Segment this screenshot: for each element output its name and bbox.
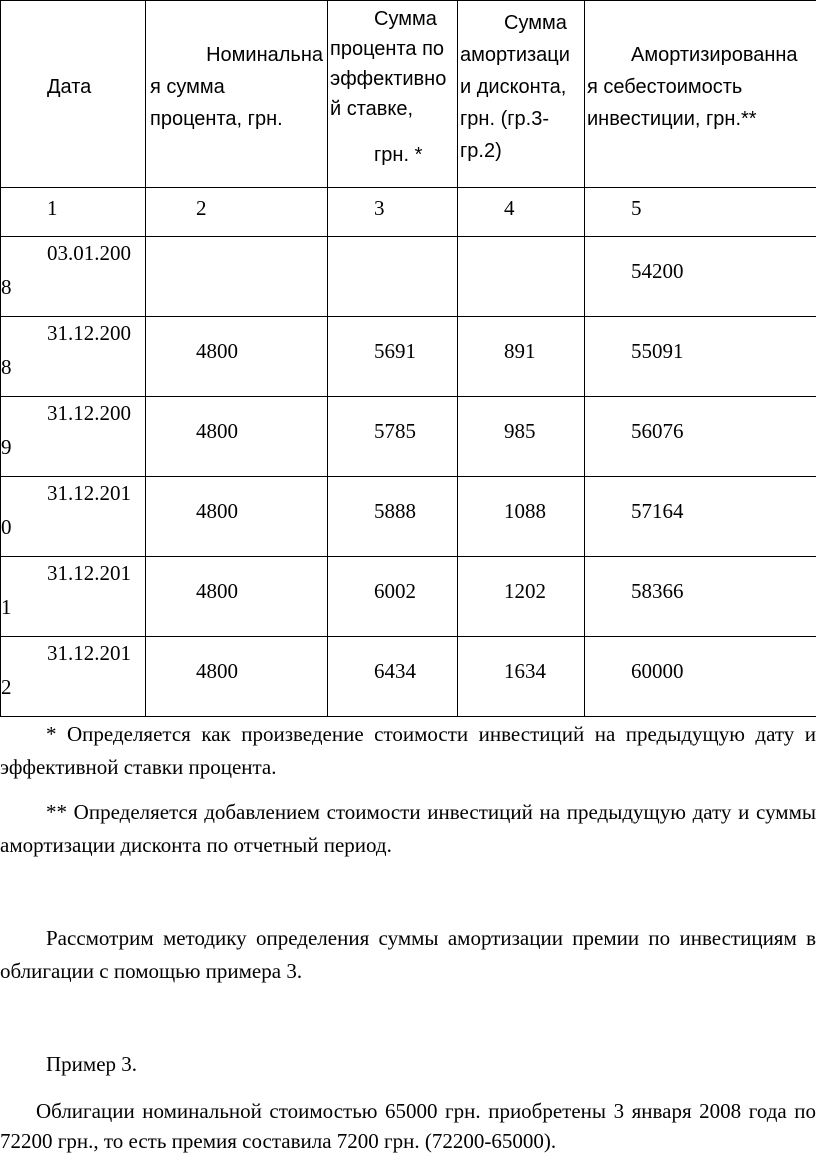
amort-cell: 1088: [504, 497, 546, 525]
date-cell-wrap: 8: [1, 273, 12, 301]
date-cell-wrap: 8: [1, 353, 12, 381]
header-cost: [585, 1, 816, 188]
table-row: [1, 477, 816, 557]
nominal-cell: 4800: [196, 337, 238, 365]
date-cell-wrap: 2: [1, 673, 12, 701]
date-cell-wrap: 9: [1, 433, 12, 461]
nominal-cell: 4800: [196, 657, 238, 685]
amort-cell: 985: [504, 417, 536, 445]
col-number: 4: [504, 194, 515, 222]
header-amort-line: гр.2): [460, 137, 502, 165]
header-date: [1, 1, 146, 188]
col-number: 5: [631, 194, 642, 222]
col-number: 1: [47, 194, 58, 222]
date-cell-wrap: 0: [1, 513, 12, 541]
date-cell: 31.12.200: [47, 399, 131, 427]
amort-cell: 1202: [504, 577, 546, 605]
header-nominal-line: Номинальна: [206, 41, 323, 69]
header-cost-line: инвестиции, грн.**: [587, 105, 757, 133]
cost-cell: 54200: [631, 257, 684, 285]
header-nominal: [146, 1, 328, 188]
header-cost-line: Амортизированна: [631, 41, 798, 69]
date-cell: 31.12.201: [47, 639, 131, 667]
nominal-cell: 4800: [196, 497, 238, 525]
effective-cell: 6434: [374, 657, 416, 685]
effective-cell: 5888: [374, 497, 416, 525]
col-number: 2: [196, 194, 207, 222]
footnote-2: ** Определяется добавлением стоимости инвестиций на предыдущую дату и суммы амортизации дисконта по отчетный период.: [0, 796, 816, 862]
table-header-row: [1, 1, 816, 188]
header-nominal-line: я сумма: [150, 73, 225, 101]
header-amort-line: грн. (гр.3-: [460, 105, 549, 133]
nominal-cell: 4800: [196, 417, 238, 445]
cost-cell: 58366: [631, 577, 684, 605]
cost-cell: 56076: [631, 417, 684, 445]
effective-cell: 6002: [374, 577, 416, 605]
effective-cell: 5691: [374, 337, 416, 365]
header-effective-line: Сумма: [374, 5, 437, 33]
header-amort: [458, 1, 585, 188]
col-number: 3: [374, 194, 385, 222]
header-amort-line: Сумма: [504, 9, 567, 37]
paragraph-method: Рассмотрим методику определения суммы амортизации премии по инвестициям в облигации с помощью примера 3.: [0, 922, 816, 988]
header-effective-line: грн. *: [374, 141, 422, 169]
table-row: [1, 317, 816, 397]
footnote-1: * Определяется как произведение стоимости инвестиций на предыдущую дату и эффективной ставки процента.: [0, 718, 816, 784]
effective-cell: 5785: [374, 417, 416, 445]
table-row: [1, 397, 816, 477]
header-date-label: Дата: [47, 73, 91, 101]
table-row: [1, 557, 816, 637]
header-effective-line: й ставке,: [330, 95, 413, 123]
example-title: Пример 3.: [0, 1048, 816, 1081]
cost-cell: 60000: [631, 657, 684, 685]
paragraph-example: Облигации номинальной стоимостью 65000 грн. приобретены 3 января 2008 года по 72200 грн., то есть премия составила 7200 грн. (72200-65000).: [0, 1096, 816, 1156]
amort-cell: 891: [504, 337, 536, 365]
amort-cell: 1634: [504, 657, 546, 685]
nominal-cell: 4800: [196, 577, 238, 605]
table-row: [1, 237, 816, 317]
header-effective-line: эффективно: [330, 65, 446, 93]
header-effective-line: процента по: [330, 35, 444, 63]
date-cell: 31.12.201: [47, 559, 131, 587]
cost-cell: 57164: [631, 497, 684, 525]
header-effective: [328, 1, 458, 188]
cost-cell: 55091: [631, 337, 684, 365]
date-cell-wrap: 1: [1, 593, 12, 621]
date-cell: 31.12.201: [47, 479, 131, 507]
header-cost-line: я себестоимость: [587, 73, 742, 101]
date-cell: 31.12.200: [47, 319, 131, 347]
column-number-row: [1, 188, 816, 237]
date-cell: 03.01.200: [47, 239, 131, 267]
table-row: [1, 637, 816, 717]
header-amort-line: амортизаци: [460, 41, 570, 69]
header-amort-line: и дисконта,: [460, 73, 566, 101]
header-nominal-line: процента, грн.: [150, 105, 283, 133]
